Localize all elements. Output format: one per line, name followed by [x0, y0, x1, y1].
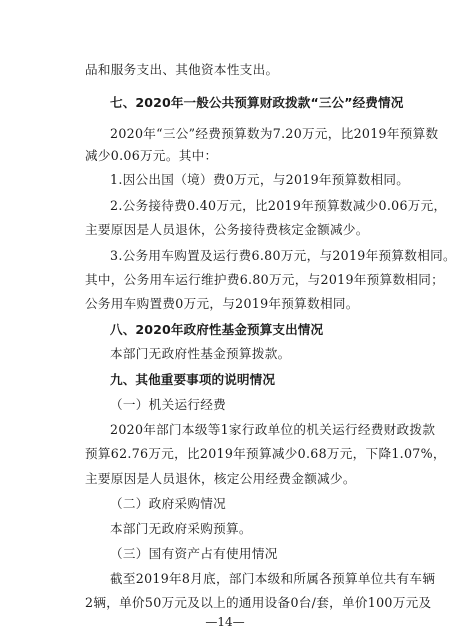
body-line: 本部门无政府性基金预算拨款。 [110, 346, 291, 361]
subsection-heading-two: （二）政府采购情况 [110, 496, 227, 511]
body-line: 2020年部门本级等1家行政单位的机关运行经费财政拨款 [110, 422, 436, 437]
body-line: 减少0.06万元。其中： [85, 148, 218, 163]
body-line: 截至2019年8月底，部门本级和所属各预算单位共有车辆 [110, 571, 436, 586]
body-line: 2020年“三公”经费预算数为7.20万元，比2019年预算数 [110, 126, 439, 141]
body-line: 主要原因是人员退休，公务接待费核定金额减少。 [85, 222, 369, 237]
body-line: 2.公务接待费0.40万元，比2019年预算数减少0.06万元， [110, 198, 447, 213]
body-line: 预算62.76万元，比2019年预算减少0.68万元，下降1.07%， [85, 446, 446, 461]
body-line: 3.公务用车购置及运行费6.80万元，与2019年预算数相同。 [110, 248, 456, 263]
subsection-heading-one: （一）机关运行经费 [110, 397, 227, 412]
paragraph-continuation: 品和服务支出、其他资本性支出。 [85, 62, 279, 77]
body-line: 主要原因是人员退休，核定公用经费金额减少。 [85, 471, 356, 486]
body-line: 公务用车购置费0万元，与2019年预算数相同。 [85, 296, 359, 311]
body-line: 本部门无政府采购预算。 [110, 521, 252, 536]
body-line: 2辆，单价50万元及以上的通用设备0台/套，单价100万元及 [85, 595, 432, 610]
page-number: —14— [205, 615, 245, 629]
section-heading-seven: 七、2020年一般公共预算财政拨款“三公”经费情况 [110, 95, 404, 110]
body-line: 其中，公务用车运行维护费6.80万元，与2019年预算数相同； [85, 272, 445, 287]
subsection-heading-three: （三）国有资产占有使用情况 [110, 546, 278, 561]
section-heading-eight: 八、2020年政府性基金预算支出情况 [110, 322, 324, 337]
body-line: 1.因公出国（境）费0万元，与2019年预算数相同。 [110, 172, 410, 187]
section-heading-nine: 九、其他重要事项的说明情况 [110, 372, 276, 387]
